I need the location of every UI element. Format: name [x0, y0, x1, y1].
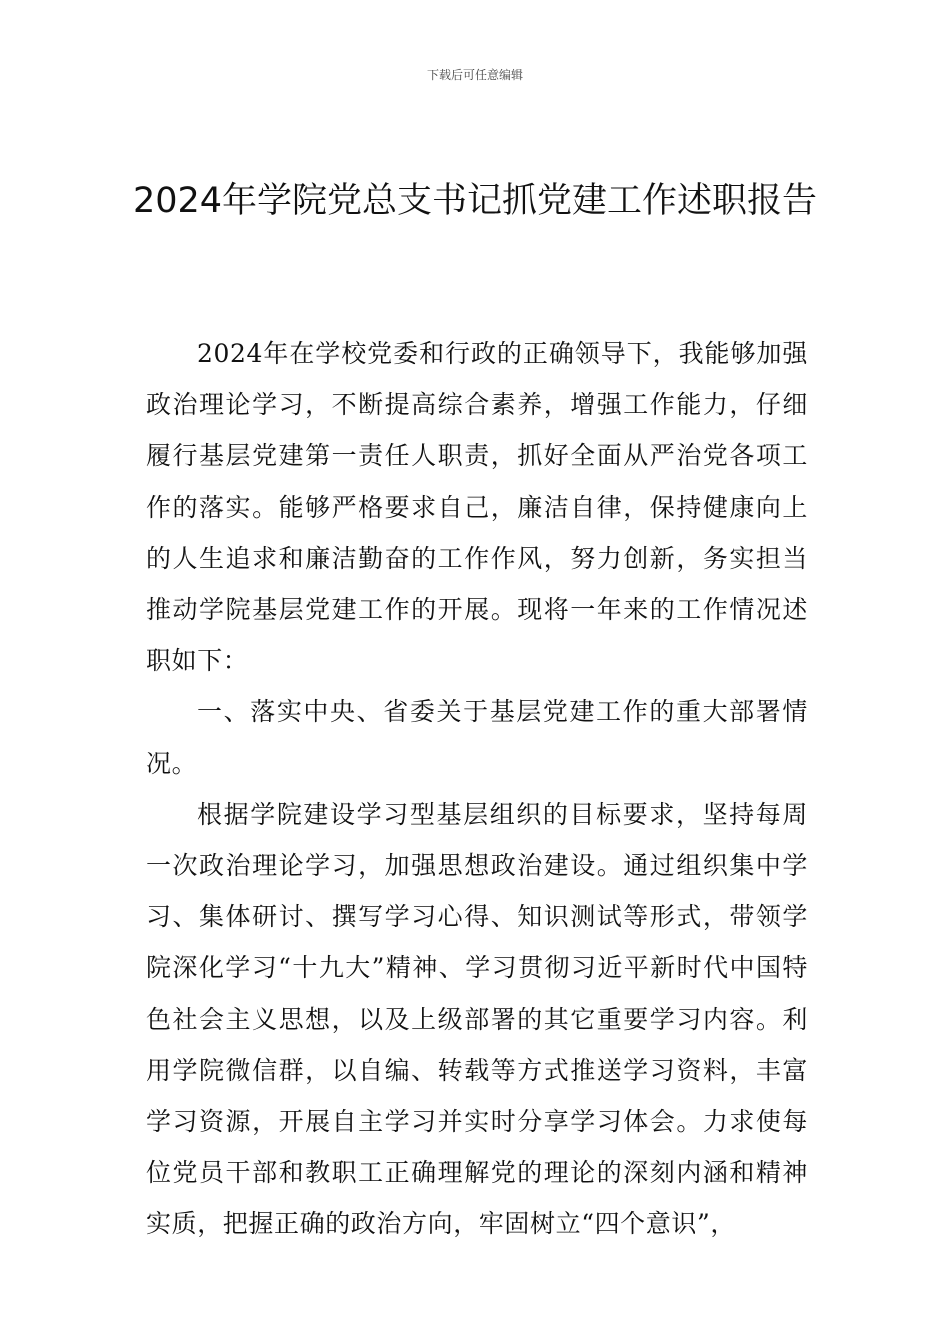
document-body: [146, 328, 808, 1250]
intro-paragraph: 2024年在学校党委和行政的正确领导下，我能够加强政治理论学习，不断提高综合素养，增强工作能力，仔细履行基层党建第一责任人职责，抓好全面从严治党各项工作的落实。能够严格要求自己，廉洁自律，保持健康向上的人生追求和廉洁勤奋的工作作风，努力创新，务实担当推动学院基层党建工作的开展。现将一年来的工作情况述职如下：: [146, 339, 808, 676]
section-heading-1: 一、落实中央、省委关于基层党建工作的重大部署情况。: [146, 697, 808, 778]
section-1-paragraph: 根据学院建设学习型基层组织的目标要求，坚持每周一次政治理论学习，加强思想政治建设。通过组织集中学习、集体研讨、撰写学习心得、知识测试等形式，带领学院深化学习“十九大”精神、学习贯彻习近平新时代中国特色社会主义思想，以及上级部署的其它重要学习内容。利用学院微信群，以自编、转载等方式推送学习资料，丰富学习资源，开展自主学习并实时分享学习体会。力求使每位党员干部和教职工正确理解党的理论的深刻内涵和精神实质，把握正确的政治方向，牢固树立“四个意识”，: [146, 799, 808, 1239]
document-title: 2024年学院党总支书记抓党建工作述职报告: [132, 181, 818, 221]
page-header-note: 下载后可任意编辑: [426, 68, 523, 82]
